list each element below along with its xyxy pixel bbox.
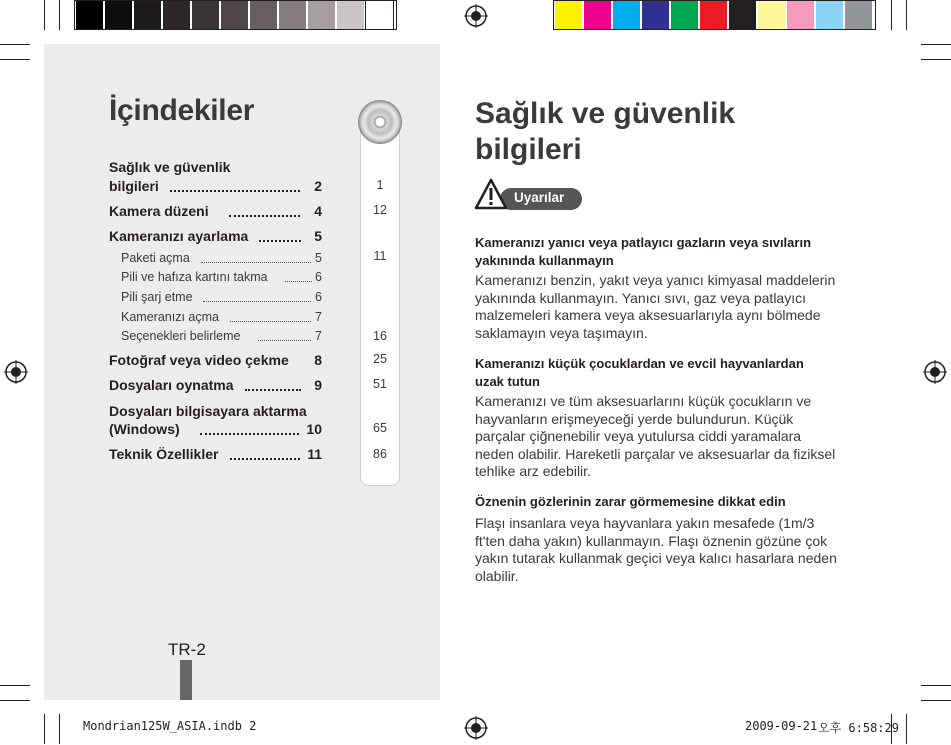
toc-subentry-label[interactable]: Kameranızı açma [121, 310, 219, 324]
toc-page-number: 11 [307, 446, 322, 462]
toc-subentry-label[interactable]: Pili ve hafıza kartını takma [121, 270, 268, 284]
safety-heading: Kameranızı yanıcı veya patlayıcı gazların veya sıvıların yakınında kullanmayın [475, 235, 812, 268]
toc-leader [230, 321, 311, 322]
footer-time: 오후 6:58:29 [818, 721, 899, 735]
color-swatch [671, 1, 698, 29]
toc-leader [170, 190, 300, 192]
color-swatch [105, 1, 132, 29]
safety-body: Kameranızı ve tüm aksesuarlarını küçük çocukların ve hayvanların erişmeyeceği yerde bulundurun. Küçük parçalar çiğnenebilir veya yutulursa ciddi yaramalara neden olabilir. Hareketli parçalar ve aksesuarlar da fiziksel tehlike arz edebilir. [475, 393, 836, 480]
crop-mark [44, 714, 45, 744]
toc-subentry-label[interactable]: Paketi açma [121, 251, 190, 265]
crop-mark [0, 59, 30, 60]
registration-mark-icon [464, 4, 488, 33]
toc-entry-label[interactable]: Dosyaları bilgisayara aktarma [109, 403, 307, 419]
tab-page-number: 65 [373, 421, 387, 435]
tab-page-number: 1 [376, 178, 384, 192]
registration-mark-icon [464, 716, 488, 745]
toc-leader [245, 389, 301, 391]
safety-heading: Kameranızı küçük çocuklardan ve evcil hayvanlardan uzak tutun [475, 356, 804, 389]
toc-leader [203, 301, 311, 302]
safety-heading: Öznenin gözlerinin zarar görmemesine dikkat edin [475, 494, 786, 509]
crop-mark [921, 59, 951, 60]
toc-page-number: 6 [315, 290, 322, 304]
toc-leader [200, 433, 299, 435]
color-swatch [250, 1, 277, 29]
crop-mark [906, 714, 907, 744]
tab-page-number: 12 [373, 203, 387, 217]
toc-entry-label[interactable]: Teknik Özellikler [109, 446, 219, 462]
color-swatch [642, 1, 669, 29]
crop-mark [0, 700, 30, 701]
toc-title: İçindekiler [109, 94, 255, 127]
toc-leader [229, 215, 300, 217]
color-swatch [613, 1, 640, 29]
toc-page-number: 7 [315, 329, 322, 343]
color-swatch [845, 1, 872, 29]
crop-mark [891, 0, 892, 30]
toc-page-number: 9 [314, 377, 322, 393]
warning-icon [474, 178, 508, 215]
color-swatch [76, 1, 103, 29]
color-swatch [279, 1, 306, 29]
color-swatch [787, 1, 814, 29]
color-swatch [700, 1, 727, 29]
crop-mark [44, 0, 45, 30]
tab-page-number: 25 [373, 352, 387, 366]
disc-icon [359, 101, 401, 143]
toc-leader [259, 240, 301, 242]
toc-leader [230, 458, 300, 460]
toc-leader [285, 281, 312, 282]
color-swatch [758, 1, 785, 29]
toc-entry-label[interactable]: Kamera düzeni [109, 203, 209, 219]
safety-body: Flaşı insanlara veya hayvanlara yakın mesafede (1m/3 ft'ten daha yakın) kullanmayın. Flaşı öznenin gözüne çok yakın tutarak kullanmak geçici veya kalıcı hasarlara neden olabilir. [475, 515, 837, 584]
warning-label: Uyarılar [514, 190, 565, 205]
color-swatch [584, 1, 611, 29]
toc-page-number: 4 [314, 203, 322, 219]
toc-entry-label[interactable]: Kameranızı ayarlama [109, 228, 249, 244]
toc-entry-label[interactable]: Sağlık ve güvenlik [109, 159, 231, 175]
toc-entry-label[interactable]: (Windows) [109, 421, 180, 437]
toc-leader [201, 262, 311, 263]
crop-mark [921, 700, 951, 701]
toc-page-number: 8 [314, 352, 322, 368]
safety-body: Kameranızı benzin, yakıt veya yanıcı kimyasal maddelerin yakınında kullanmayın. Yanıcı sıvı, gaz veya patlayıcı malzemeleri kamera veya aksesuarlarıyla aynı bölmede saklamayın veya taşımayın. [475, 272, 836, 341]
color-swatch [366, 1, 393, 29]
color-swatch [134, 1, 161, 29]
color-swatch [729, 1, 756, 29]
toc-page-number: 5 [314, 228, 322, 244]
crop-mark [921, 44, 951, 45]
section-title: Sağlık ve güvenlik bilgileri [475, 97, 736, 166]
tab-page-number: 51 [373, 377, 387, 391]
registration-mark-icon [4, 360, 28, 389]
color-swatch [555, 1, 582, 29]
toc-subentry-label[interactable]: Pili şarj etme [121, 290, 193, 304]
crop-mark [0, 44, 30, 45]
toc-subentry-label[interactable]: Seçenekleri belirleme [121, 329, 241, 343]
tab-page-number: 86 [373, 447, 387, 461]
registration-mark-icon [923, 360, 947, 389]
tab-page-number: 11 [373, 249, 387, 263]
page-marker [180, 660, 192, 700]
color-swatch [308, 1, 335, 29]
toc-leader [258, 340, 311, 341]
toc-entry-label[interactable]: Fotoğraf veya video çekme [109, 352, 289, 368]
color-swatch [337, 1, 364, 29]
crop-mark [921, 685, 951, 686]
toc-page-number: 6 [315, 270, 322, 284]
tab-page-number: 16 [373, 329, 387, 343]
toc-entry-label[interactable]: bilgileri [109, 178, 159, 194]
color-swatch [221, 1, 248, 29]
color-swatch [192, 1, 219, 29]
footer-date: 2009-09-21 [745, 719, 818, 733]
color-swatch [163, 1, 190, 29]
crop-mark [906, 0, 907, 30]
crop-mark [59, 714, 60, 744]
page-number-label: TR-2 [168, 640, 206, 659]
color-swatch [816, 1, 843, 29]
toc-page-number: 5 [315, 251, 322, 265]
crop-mark [0, 685, 30, 686]
toc-entry-label[interactable]: Dosyaları oynatma [109, 377, 234, 393]
toc-page-number: 2 [314, 178, 322, 194]
toc-page-number: 10 [306, 421, 322, 437]
footer-filename: Mondrian125W_ASIA.indb 2 [83, 719, 257, 733]
toc-page-number: 7 [315, 310, 322, 324]
crop-mark [59, 0, 60, 30]
